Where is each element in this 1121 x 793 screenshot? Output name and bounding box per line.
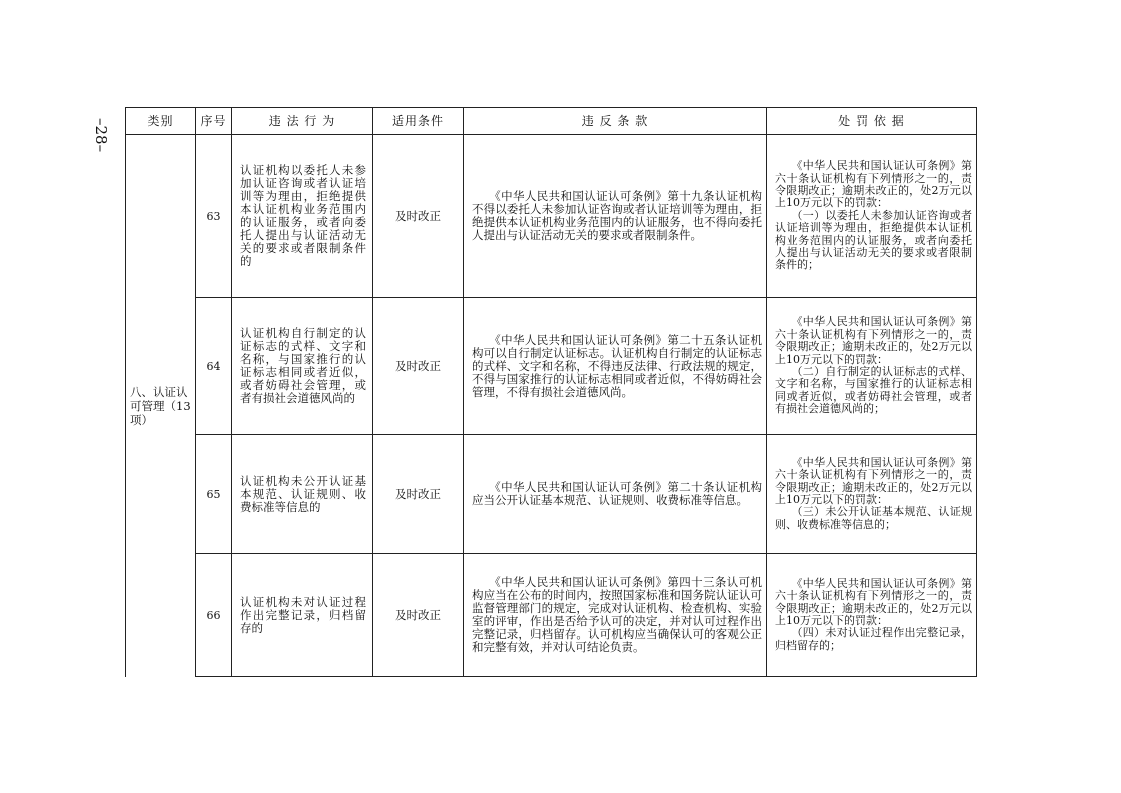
- header-article: 违 反 条 款: [464, 108, 767, 135]
- behavior-cell: 认证机构以委托人未参加认证咨询或者认证培训等为理由，拒绝提供本认证机构业务范围内的认证服务，或者向委托人提出与认证活动无关的要求或者限制条件的: [232, 135, 373, 298]
- condition-cell: 及时改正: [373, 135, 464, 298]
- seq-cell: 63: [196, 135, 232, 298]
- penalty-main: 《中华人民共和国认证认可条例》第六十条认证机构有下列情形之一的，责令限期改正；逾期未改正的，处2万元以上10万元以下的罚款：: [775, 159, 972, 210]
- behavior-cell: 认证机构自行制定的认证标志的式样、文字和名称，与国家推行的认证标志相同或者近似，或者妨碍社会管理，或者有损社会道德风尚的: [232, 298, 373, 435]
- penalty-cell: [767, 298, 977, 435]
- penalty-item: （一）以委托人未参加认证咨询或者认证培训等为理由，拒绝提供本认证机构业务范围内的认证服务，或者向委托人提出与认证活动无关的要求或者限制条件的；: [775, 208, 972, 272]
- penalty-item: （三）未公开认证基本规范、认证规则、收费标准等信息的；: [775, 505, 972, 531]
- page-number-text: –28–: [92, 118, 110, 153]
- seq-cell: 66: [196, 554, 232, 677]
- header-seq: 序号: [196, 108, 232, 135]
- table-header-row: [126, 108, 977, 135]
- behavior-cell: 认证机构未对认证过程作出完整记录，归档留存的: [232, 554, 373, 677]
- penalty-cell: [767, 435, 977, 554]
- seq-cell: 65: [196, 435, 232, 554]
- penalty-cell: [767, 135, 977, 298]
- header-behavior: 违 法 行 为: [232, 108, 373, 135]
- header-penalty: 处 罚 依 据: [767, 108, 977, 135]
- penalty-item: （四）未对认证过程作出完整记录，归档留存的；: [775, 626, 972, 652]
- article-cell: 《中华人民共和国认证认可条例》第二十条认证机构应当公开认证基本规范、认证规则、收费标准等信息。: [464, 435, 767, 554]
- penalty-main: 《中华人民共和国认证认可条例》第六十条认证机构有下列情形之一的，责令限期改正；逾期未改正的，处2万元以上10万元以下的罚款：: [775, 315, 972, 366]
- page-number: [88, 118, 112, 168]
- header-category: 类别: [126, 108, 196, 135]
- article-cell: 《中华人民共和国认证认可条例》第十九条认证机构不得以委托人未参加认证咨询或者认证培训等为理由，拒绝提供本认证机构业务范围内的认证服务，也不得向委托人提出与认证活动无关的要求或者限制条件。: [464, 135, 767, 298]
- penalty-cell: [767, 554, 977, 677]
- table-row: [126, 435, 977, 554]
- table-row: [126, 554, 977, 677]
- penalty-table: [125, 107, 977, 677]
- table-row: [126, 298, 977, 435]
- seq-cell: 64: [196, 298, 232, 435]
- header-condition: 适用条件: [373, 108, 464, 135]
- condition-cell: 及时改正: [373, 298, 464, 435]
- penalty-item: （二）自行制定的认证标志的式样、文字和名称，与国家推行的认证标志相同或者近似，或者妨碍社会管理，或者有损社会道德风尚的；: [775, 365, 972, 416]
- table-row: [126, 135, 977, 298]
- category-cell: 八、认证认可管理（13项）: [126, 135, 196, 677]
- condition-cell: 及时改正: [373, 435, 464, 554]
- condition-cell: 及时改正: [373, 554, 464, 677]
- penalty-main: 《中华人民共和国认证认可条例》第六十条认证机构有下列情形之一的，责令限期改正；逾期未改正的，处2万元以上10万元以下的罚款：: [775, 455, 972, 506]
- penalty-main: 《中华人民共和国认证认可条例》第六十条认证机构有下列情形之一的，责令限期改正；逾期未改正的，处2万元以上10万元以下的罚款：: [775, 576, 972, 627]
- article-cell: 《中华人民共和国认证认可条例》第二十五条认证机构可以自行制定认证标志。认证机构自行制定的认证标志的式样、文字和名称，不得违反法律、行政法规的规定，不得与国家推行的认证标志相同或者近似，不得妨碍社会管理，不得有损社会道德风尚。: [464, 298, 767, 435]
- behavior-cell: 认证机构未公开认证基本规范、认证规则、收费标准等信息的: [232, 435, 373, 554]
- article-cell: 《中华人民共和国认证认可条例》第四十三条认可机构应当在公布的时间内，按照国家标准和国务院认证认可监督管理部门的规定，完成对认证机构、检查机构、实验室的评审，作出是否给予认可的决定，并对认可过程作出完整记录，归档留存。认可机构应当确保认可的客观公正和完整有效，并对认可结论负责。: [464, 554, 767, 677]
